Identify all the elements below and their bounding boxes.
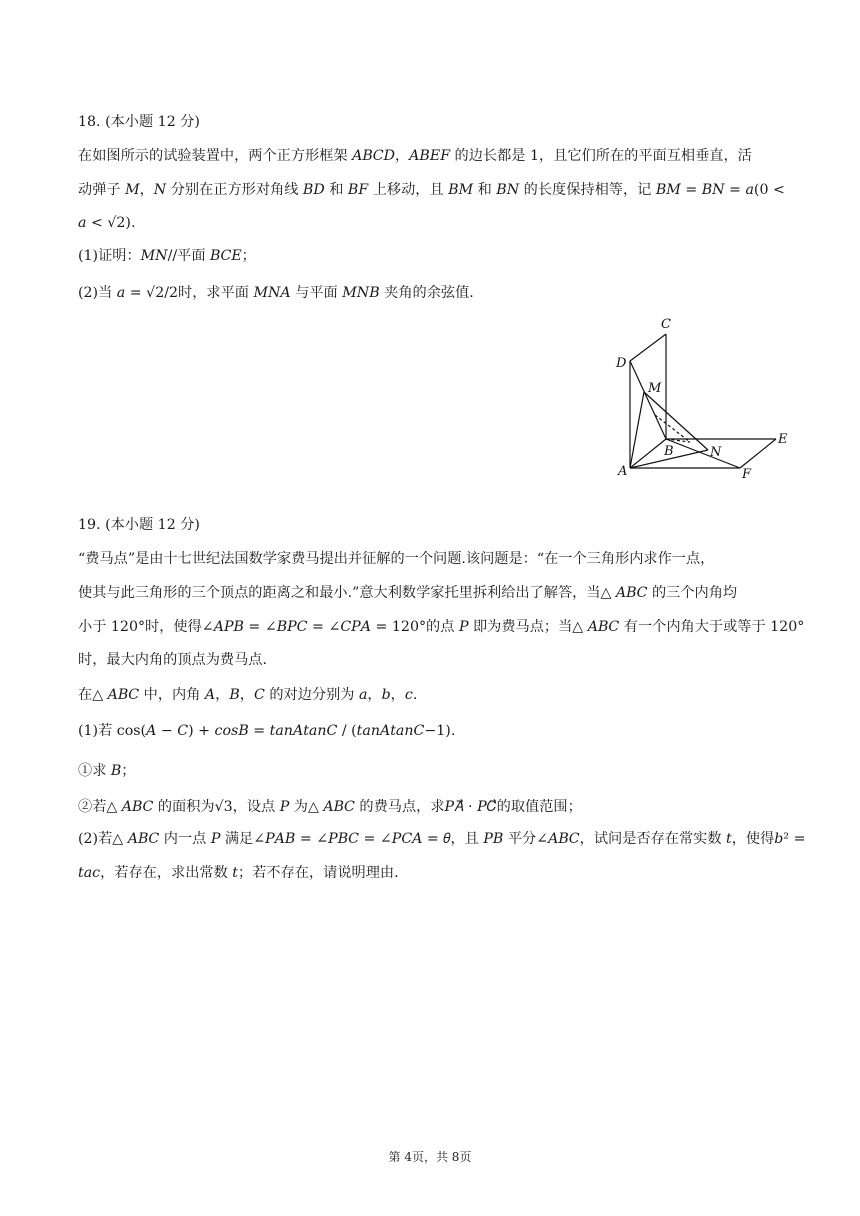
q18-text-line-2: 动弹子 𝑀，𝑁 分别在正方形对角线 𝐵𝐷 和 𝐵𝐹 上移动，且 𝐵𝑀 和 𝐵𝑁 的长度保持相等，记 𝐵𝑀 = 𝐵𝑁 = 𝑎(0 < xyxy=(78,182,785,198)
diagonal-BD xyxy=(630,361,666,439)
label-D: D xyxy=(616,356,627,371)
geometry-figure xyxy=(608,312,794,482)
label-C: C xyxy=(661,317,671,332)
page-footer: 第 4页，共 8页 xyxy=(388,1150,472,1164)
q19-part-1-sub-2: ②若△ 𝐴𝐵𝐶 的面积为√3，设点 𝑃 为△ 𝐴𝐵𝐶 的费马点，求𝑃𝐴⃗ · 𝑃𝐶⃗的取值范围； xyxy=(78,799,582,815)
q18-text-line-1: 在如图所示的试验装置中，两个正方形框架 𝐴𝐵𝐶𝐷，𝐴𝐵𝐸𝐹 的边长都是 1，且它们所在的平面互相垂直，活 xyxy=(78,148,752,164)
q19-text-line-4: 时，最大内角的顶点为费马点. xyxy=(78,652,267,668)
label-E: E xyxy=(778,432,788,447)
edge-DC xyxy=(630,334,666,361)
q19-heading: 19. (本小题 12 分) xyxy=(78,517,200,533)
segment-MN xyxy=(644,392,708,450)
edge-FE xyxy=(740,439,776,468)
label-N: N xyxy=(710,445,722,460)
q19-part-1: (1)若 cos(𝐴 − 𝐶) + 𝑐𝑜𝑠𝐵 = 𝑡𝑎𝑛𝐴𝑡𝑎𝑛𝐶 / (𝑡𝑎𝑛𝐴𝑡𝑎𝑛𝐶−1). xyxy=(78,723,456,739)
q19-text-line-3: 小于 120°时，使得∠𝐴𝑃𝐵 = ∠𝐵𝑃𝐶 = ∠𝐶𝑃𝐴 = 120°的点 𝑃 即为费马点；当△ 𝐴𝐵𝐶 有一个内角大于或等于 120° xyxy=(78,619,805,635)
q19-part-2-line-2: 𝑡𝑎𝑐，若存在，求出常数 𝑡；若不存在，请说明理由. xyxy=(78,865,399,881)
q19-part-1-sub-1: ①求 𝐵； xyxy=(78,763,136,779)
q18-heading: 18. (本小题 12 分) xyxy=(78,114,200,130)
q18-part-1: (1)证明：𝑀𝑁//平面 𝐵𝐶𝐸； xyxy=(78,248,256,264)
segment-MA xyxy=(630,392,644,468)
q19-text-line-1: “费马点”是由十七世纪法国数学家费马提出并征解的一个问题.该问题是：“在一个三角形内求作一点， xyxy=(78,551,715,567)
label-B: B xyxy=(664,444,674,459)
label-A: A xyxy=(618,464,628,479)
label-M: M xyxy=(648,381,662,396)
q19-part-2-line-1: (2)若△ 𝐴𝐵𝐶 内一点 𝑃 满足∠𝑃𝐴𝐵 = ∠𝑃𝐵𝐶 = ∠𝑃𝐶𝐴 = 𝜃，且 𝑃𝐵 平分∠𝐴𝐵𝐶，试问是否存在常实数 𝑡，使得𝑏² = xyxy=(78,831,806,847)
q18-part-2: (2)当 𝑎 = √2/2时，求平面 𝑀𝑁𝐴 与平面 𝑀𝑁𝐵 夹角的余弦值. xyxy=(78,285,474,301)
q19-text-line-5: 在△ 𝐴𝐵𝐶 中，内角 𝐴，𝐵，𝐶 的对边分别为 𝑎，𝑏，𝑐. xyxy=(78,687,418,703)
q18-text-line-3: 𝑎 < √2). xyxy=(78,215,136,231)
label-F: F xyxy=(742,467,752,482)
diagonal-BF xyxy=(666,439,740,468)
q19-text-line-2: 使其与此三角形的三个顶点的距离之和最小.”意大利数学家托里拆利给出了解答，当△ 𝐴𝐵𝐶 的三个内角均 xyxy=(78,585,738,601)
